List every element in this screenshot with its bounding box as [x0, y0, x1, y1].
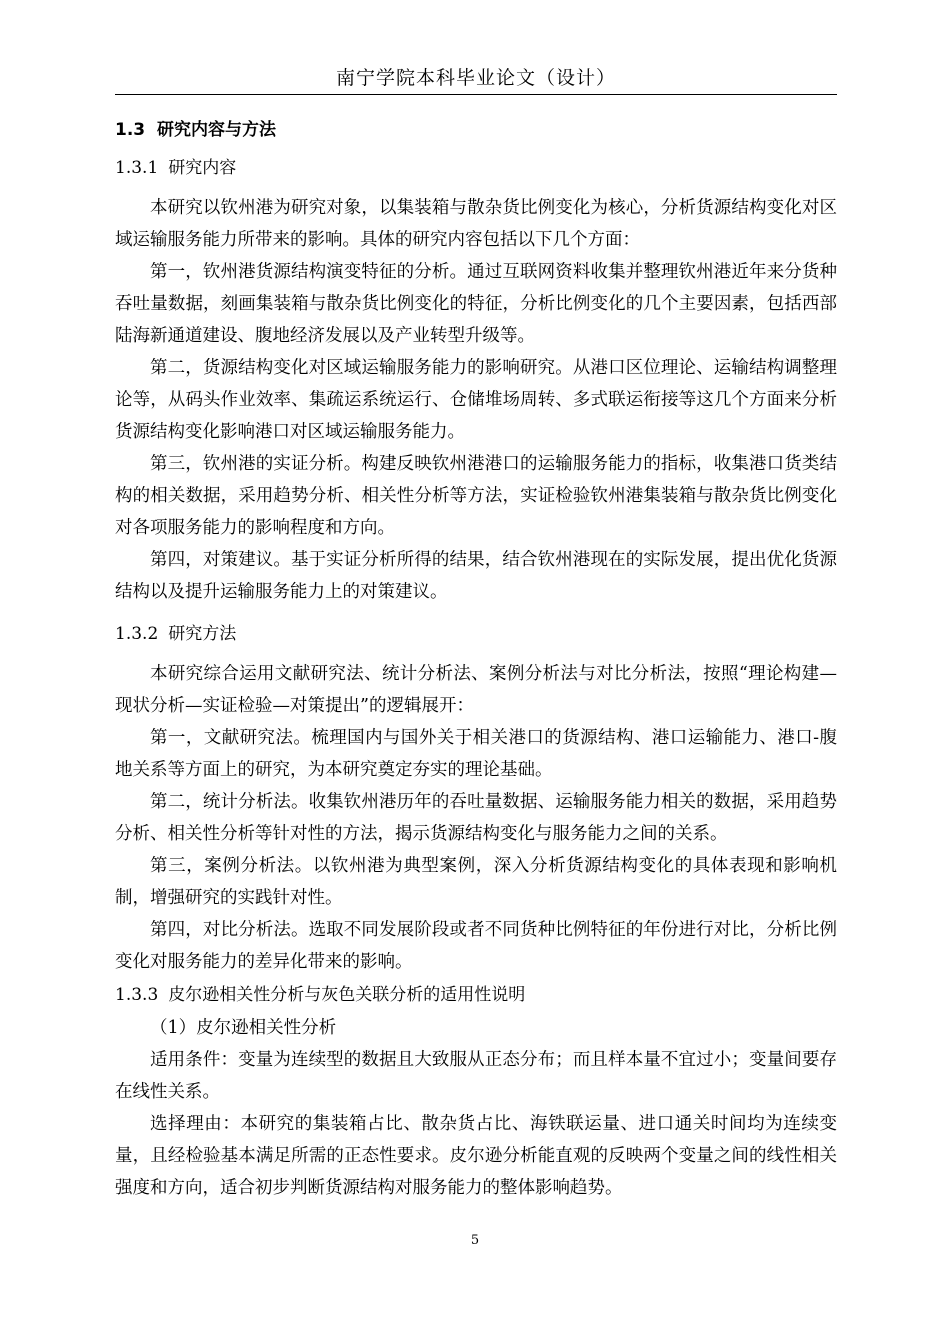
paragraph: 第四，对比分析法。选取不同发展阶段或者不同货种比例特征的年份进行对比，分析比例变化对服务能力的差异化带来的影响。 [115, 920, 837, 972]
paragraph: 第三，钦州港的实证分析。构建反映钦州港港口的运输服务能力的指标，收集港口货类结构的相关数据，采用趋势分析、相关性分析等方法，实证检验钦州港集装箱与散杂货比例变化对各项服务能力的影响程度和方向。 [115, 454, 837, 538]
paragraph: 第一，文献研究法。梳理国内与国外关于相关港口的货源结构、港口运输能力、港口-腹地关系等方面上的研究，为本研究奠定夯实的理论基础。 [115, 728, 837, 780]
header-divider [115, 94, 837, 95]
paragraph: 本研究以钦州港为研究对象，以集装箱与散杂货比例变化为核心，分析货源结构变化对区域运输服务能力所带来的影响。具体的研究内容包括以下几个方面： [115, 198, 837, 250]
item-label: （1）皮尔逊相关性分析 [150, 1018, 337, 1038]
paragraph: 第三，案例分析法。以钦州港为典型案例，深入分析货源结构变化的具体表现和影响机制，增强研究的实践针对性。 [115, 856, 837, 908]
paragraph: 第一，钦州港货源结构演变特征的分析。通过互联网资料收集并整理钦州港近年来分货种吞吐量数据，刻画集装箱与散杂货比例变化的特征，分析比例变化的几个主要因素，包括西部陆海新通道建设、腹地经济发展以及产业转型升级等。 [115, 262, 837, 346]
subsection-heading-1-3-1 [115, 150, 837, 186]
subsection-heading-1-3-3 [115, 978, 837, 1012]
spacer [115, 608, 837, 614]
subsection-title: 皮尔逊相关性分析与灰色关联分析的适用性说明 [168, 985, 526, 1005]
subsection-title: 研究方法 [168, 624, 237, 644]
page-number: 5 [470, 1233, 480, 1248]
subsection-number: 1.3.2 [115, 624, 159, 644]
running-header: 南宁学院本科毕业论文（设计） [335, 67, 616, 89]
paragraph: 本研究综合运用文献研究法、统计分析法、案例分析法与对比分析法，按照“理论构建—现状分析—实证检验—对策提出”的逻辑展开： [115, 664, 837, 716]
page-body [115, 112, 837, 1204]
subsection-number: 1.3.1 [115, 158, 159, 178]
subsection-heading-1-3-2 [115, 616, 837, 652]
paragraph: 第二，统计分析法。收集钦州港历年的吞吐量数据、运输服务能力相关的数据，采用趋势分析、相关性分析等针对性的方法，揭示货源结构变化与服务能力之间的关系。 [115, 792, 837, 844]
section-heading [115, 112, 837, 148]
section-title: 研究内容与方法 [156, 120, 276, 140]
paragraph: 选择理由：本研究的集装箱占比、散杂货占比、海铁联运量、进口通关时间均为连续变量，且经检验基本满足所需的正态性要求。皮尔逊分析能直观的反映两个变量之间的线性相关强度和方向，适合初步判断货源结构对服务能力的整体影响趋势。 [115, 1114, 837, 1198]
paragraph: 第四，对策建议。基于实证分析所得的结果，结合钦州港现在的实际发展，提出优化货源结构以及提升运输服务能力上的对策建议。 [115, 550, 837, 602]
subsection-number: 1.3.3 [115, 985, 159, 1005]
paragraph: 第二，货源结构变化对区域运输服务能力的影响研究。从港口区位理论、运输结构调整理论等，从码头作业效率、集疏运系统运行、仓储堆场周转、多式联运衔接等这几个方面来分析货源结构变化影响港口对区域运输服务能力。 [115, 358, 837, 442]
subsection-title: 研究内容 [168, 158, 237, 178]
section-number: 1.3 [115, 120, 146, 140]
paragraph: 适用条件：变量为连续型的数据且大致服从正态分布；而且样本量不宜过小；变量间要存在线性关系。 [115, 1050, 837, 1102]
